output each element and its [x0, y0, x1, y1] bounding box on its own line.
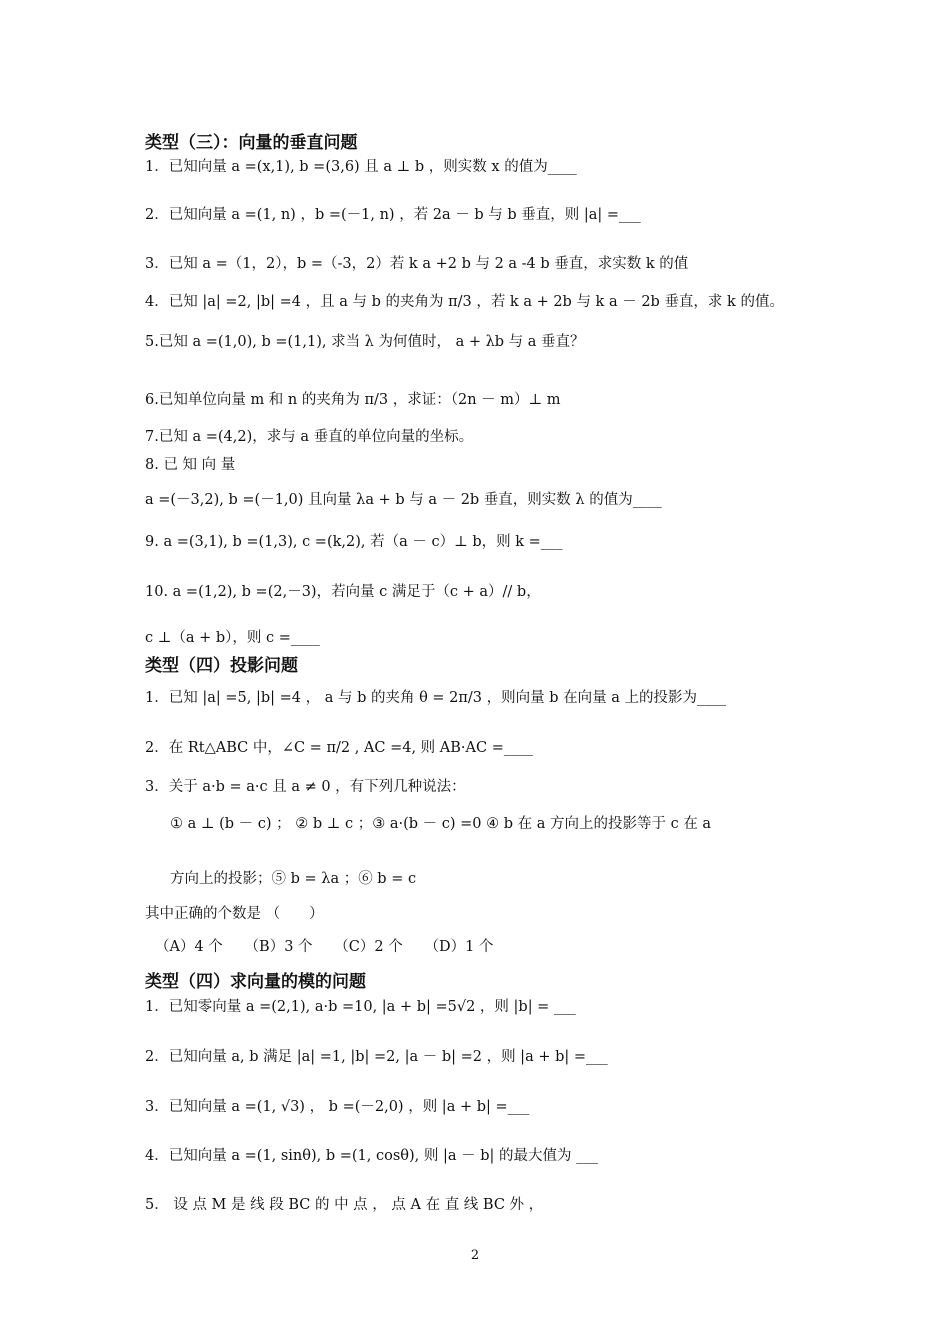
problem-3-10-line2: c ⊥（a + b），则 c =____	[145, 630, 320, 646]
problem-3-1: 1．已知向量 a =(x,1), b =(3,6) 且 a ⊥ b ，则实数 x 的值为____	[145, 159, 577, 175]
problem-4-3-options-line2: 方向上的投影；⑤ b = λa ；⑥ b = c	[170, 871, 417, 887]
problem-5-1: 1．已知零向量 a =(2,1), a·b =10, |a + b| =5√2 ，则 |b| = ___	[145, 999, 576, 1015]
section-title-magnitude: 类型（四）求向量的模的问题	[145, 972, 366, 992]
problem-4-3-choices: （A）4 个 （B）3 个 （C）2 个 （D）1 个	[155, 939, 494, 955]
problem-3-5: 5.已知 a =(1,0), b =(1,1), 求当 λ 为何值时， a + λb 与 a 垂直？	[145, 334, 585, 350]
problem-3-8-line1: 8. 已 知 向 量	[145, 457, 236, 473]
problem-3-10-line1: 10. a =(1,2), b =(2,－3)，若向量 c 满足于（c + a）// b，	[145, 584, 541, 600]
problem-3-2: 2．已知向量 a =(1, n) ，b =(－1, n) ，若 2a － b 与 b 垂直，则 |a| =___	[145, 207, 641, 223]
problem-4-3-options-line1: ① a ⊥ (b － c) ； ② b ⊥ c ；③ a·(b － c) =0 ④ b 在 a 方向上的投影等于 c 在 a	[170, 816, 712, 832]
section-title-perpendicular: 类型（三）：向量的垂直问题	[145, 133, 358, 153]
problem-5-5: 5． 设 点 M 是 线 段 BC 的 中 点 ， 点 A 在 直 线 BC 外 ，	[145, 1197, 544, 1213]
problem-4-3-question: 其中正确的个数是 （ ）	[145, 906, 324, 922]
problem-5-4: 4．已知向量 a =(1, sinθ), b =(1, cosθ), 则 |a － b| 的最大值为 ___	[145, 1148, 598, 1164]
problem-5-2: 2．已知向量 a, b 满足 |a| =1, |b| =2, |a － b| =2 ，则 |a + b| =___	[145, 1049, 608, 1065]
page-number: 2	[470, 1248, 480, 1263]
problem-4-1: 1．已知 |a| =5, |b| =4 ， a 与 b 的夹角 θ = 2π/3 ，则向量 b 在向量 a 上的投影为____	[145, 690, 727, 706]
problem-4-2: 2．在 Rt△ABC 中，∠C = π/2 , AC =4, 则 AB·AC =____	[145, 740, 533, 756]
problem-3-8-line2: a =(－3,2), b =(－1,0) 且向量 λa + b 与 a － 2b 垂直，则实数 λ 的值为____	[145, 492, 662, 508]
problem-5-3: 3．已知向量 a =(1, √3) ， b =(－2,0) ，则 |a + b| =___	[145, 1099, 530, 1115]
problem-3-7: 7.已知 a =(4,2)，求与 a 垂直的单位向量的坐标。	[145, 429, 474, 445]
problem-3-3: 3．已知 a =（1，2），b =（-3，2）若 k a +2 b 与 2 a -4 b 垂直，求实数 k 的值	[145, 256, 689, 272]
section-title-projection: 类型（四）投影问题	[145, 656, 298, 676]
problem-3-4: 4．已知 |a| =2, |b| =4 ，且 a 与 b 的夹角为 π/3 ，若 k a + 2b 与 k a － 2b 垂直，求 k 的值。	[145, 294, 784, 310]
problem-3-9: 9. a =(3,1), b =(1,3), c =(k,2), 若（a － c）⊥ b，则 k =___	[145, 534, 563, 550]
problem-4-3: 3．关于 a·b = a·c 且 a ≠ 0 ，有下列几种说法：	[145, 779, 466, 795]
problem-3-6: 6.已知单位向量 m 和 n 的夹角为 π/3 ，求证：（2n － m）⊥ m	[145, 392, 561, 408]
